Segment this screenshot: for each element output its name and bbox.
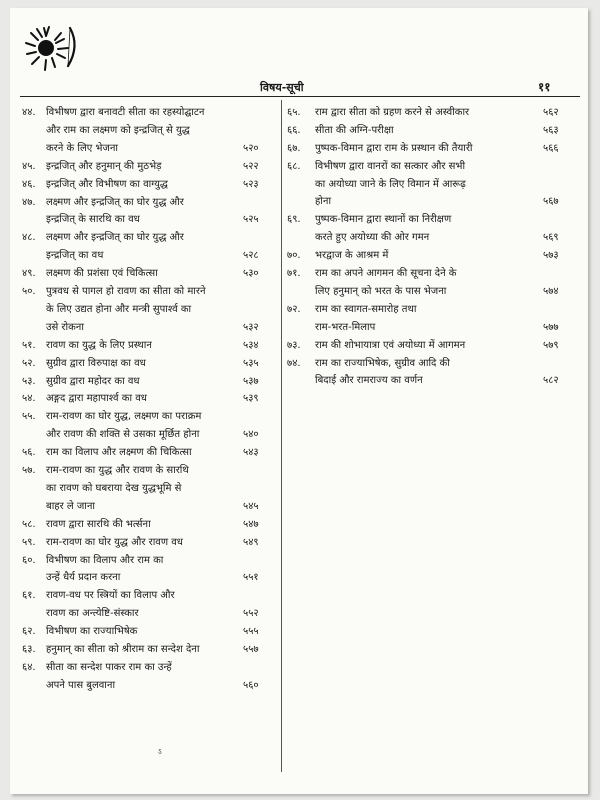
entry-number: ६४. [22, 661, 36, 673]
entry-title-line: राम का विलाप और लक्ष्मण की चिकित्सा [46, 447, 192, 459]
entry-page-number: ५७९ [543, 339, 559, 351]
entry-page-number: ५६६ [543, 142, 559, 154]
entry-number: ५८. [22, 518, 36, 530]
entry-number: ६३. [22, 644, 36, 655]
entry-title-line: का अयोध्या जाने के लिए विमान में आरूढ़ [315, 178, 466, 190]
entry-title-line: राम का स्वागत-समारोह तथा [315, 303, 417, 315]
entry-page-number: ५४९ [243, 536, 259, 548]
entry-number: ६६. [287, 124, 301, 136]
entry-number: ७४. [287, 357, 301, 369]
entry-number: ४९. [22, 268, 36, 280]
entry-number: ४४. [22, 107, 36, 118]
entry-title-line: इन्द्रजित् और विभीषण का वाग्युद्ध [46, 178, 168, 190]
entry-title-line: राम का अपने आगमन की सूचना देने के [315, 268, 457, 280]
entry-title-line: राम-रावण का घोर युद्ध, लक्ष्मण का पराक्रम [46, 411, 202, 423]
entry-number: ५३. [22, 375, 36, 387]
entry-title-line: के लिए उद्यत होना और मन्त्री सुपार्श्व का [46, 303, 192, 315]
entry-title-line: बिदाई और रामराज्य का वर्णन [315, 375, 423, 387]
entry-title-line: राम का राज्याभिषेक, सुग्रीव आदि की [315, 357, 450, 369]
entry-page-number: ५३७ [243, 375, 259, 387]
entry-page-number: ५५७ [243, 644, 259, 655]
entry-title-line: सीता की अग्नि-परीक्षा [315, 124, 394, 136]
entry-title-line: सीता का सन्देश पाकर राम का उन्हें [46, 661, 172, 673]
entry-page-number: ५४३ [243, 447, 259, 459]
entry-page-number: ५२० [243, 142, 259, 154]
entry-title-line: उसे रोकना [46, 321, 84, 333]
entry-number: ४५. [22, 160, 36, 172]
entry-title-line: भरद्वाज के आश्रम में [315, 250, 389, 262]
entry-page-number: ५४७ [243, 518, 259, 530]
entry-title-line: विभीषण द्वारा वानरों का सत्कार और सभी [315, 160, 466, 172]
entry-number: ६९. [287, 214, 301, 226]
entry-page-number: ५६३ [543, 124, 559, 136]
entry-number: ५०. [22, 286, 36, 297]
entry-title-line: अपने पास बुलवाना [46, 679, 116, 691]
entry-title-line: राम-भरत-मिलाप [315, 321, 376, 333]
sun-bow-logo-icon [24, 22, 82, 74]
entry-page-number: ५२३ [243, 178, 259, 190]
entry-page-number: ५३४ [243, 339, 259, 351]
entry-number: ७२. [287, 303, 301, 315]
entry-title-line: विभीषण द्वारा बनावटी सीता का रहस्योद्घाटन [46, 107, 205, 118]
entry-page-number: ५३२ [243, 321, 259, 333]
entry-page-number: ५५२ [243, 608, 259, 620]
entry-title-line: सुग्रीव द्वारा विरुपाक्ष का वध [46, 357, 146, 369]
entry-page-number: ५७३ [543, 250, 559, 262]
entry-number: ६२. [22, 626, 36, 638]
entry-page-number: ५२५ [243, 214, 259, 226]
entry-title-line: पुष्पक-विमान द्वारा स्थानों का निरीक्षण [315, 214, 452, 226]
entry-title-line: पुष्पक-विमान द्वारा राम के प्रस्थान की तैयारी [315, 142, 473, 154]
entry-page-number: ५५५ [243, 626, 259, 638]
entry-title-line: इन्द्रजित् के सारथि का वध [46, 214, 140, 226]
entry-page-number: ५४५ [243, 500, 259, 512]
entry-page-number: ५६७ [543, 196, 559, 208]
page-title: विषय-सूची [260, 81, 304, 94]
entry-number: ७३. [287, 339, 301, 351]
entry-title-line: हनुमान् का सीता को श्रीराम का सन्देश देना [46, 644, 200, 655]
entry-title-line: बाहर ले जाना [46, 500, 95, 512]
entry-page-number: ५३९ [243, 393, 259, 405]
entry-number: ५२. [22, 357, 36, 369]
entry-number: ६०. [22, 554, 36, 566]
header-rule [20, 96, 580, 97]
entry-title-line: राम-रावण का घोर युद्ध और रावण वध [46, 536, 183, 548]
entry-title-line: और रावण की शक्ति से उसका मूर्छित होना [46, 429, 200, 441]
entry-title-line: का रावण को घबराया देख युद्धभूमि से [46, 482, 182, 494]
entry-title-line: होना [315, 196, 332, 208]
entry-number: ५४. [22, 393, 36, 405]
entry-number: ५९. [22, 536, 36, 548]
entry-title-line: विभीषण का राज्याभिषेक [46, 626, 138, 638]
entry-number: ७१. [287, 268, 301, 280]
entry-page-number: ५२८ [243, 250, 259, 262]
entry-title-line: लक्ष्मण और इन्द्रजित् का घोर युद्ध और [46, 232, 184, 244]
entry-number: ६८. [287, 160, 301, 172]
entry-page-number: ५३५ [243, 357, 259, 369]
entry-number: ४८. [22, 232, 36, 244]
entry-number: ७०. [287, 250, 301, 262]
entry-title-line: उन्हें धैर्य प्रदान करना [46, 572, 121, 584]
entry-page-number: ५८२ [543, 375, 559, 387]
entry-title-line: रावण का युद्ध के लिए प्रस्थान [46, 339, 152, 351]
entry-page-number: ५५१ [243, 572, 259, 584]
entry-title-line: रावण-वध पर स्त्रियों का विलाप और [46, 590, 175, 602]
entry-number: ५७. [22, 465, 36, 476]
entry-page-number: ५७४ [543, 285, 559, 297]
entry-number: ५१. [22, 339, 36, 351]
document-page [10, 8, 588, 794]
entry-page-number: ५३० [243, 268, 259, 280]
entry-title-line: रावण का अन्त्येष्टि-संस्कार [46, 608, 139, 620]
entry-title-line: इन्द्रजित् का वध [46, 250, 104, 262]
entry-title-line: और राम का लक्ष्मण को इन्द्रजित् से युद्ध [46, 124, 190, 136]
entry-page-number: ५४० [243, 429, 259, 441]
entry-title-line: राम की शोभायात्रा एवं अयोध्या में आगमन [315, 339, 466, 351]
entry-number: ६५. [287, 107, 301, 118]
entry-title-line: सुग्रीव द्वारा महोदर का वध [46, 375, 140, 387]
entry-number: ६७. [287, 142, 301, 154]
entry-number: ४७. [22, 196, 36, 208]
entry-page-number: ५२२ [243, 160, 259, 172]
entry-number: ५६. [22, 447, 36, 459]
entry-title-line: करते हुए अयोध्या की ओर गमन [315, 232, 430, 244]
entry-page-number: ५७७ [543, 321, 559, 333]
column-divider [281, 100, 282, 772]
entry-number: ५५. [22, 411, 36, 423]
page-number: ११ [538, 80, 551, 94]
entry-title-line: इन्द्रजित् और हनुमान् की मुठभेड़ [46, 160, 162, 172]
entry-number: ४६. [22, 178, 36, 190]
entry-title-line: पुत्रवध से पागल हो रावण का सीता को मारने [46, 286, 206, 297]
entry-title-line: करने के लिए भेजना [46, 142, 119, 154]
entry-page-number: ५६० [243, 679, 259, 691]
entry-title-line: रावण द्वारा सारथि की भर्त्सना [46, 518, 151, 530]
entry-number: ६१. [22, 590, 36, 602]
entry-page-number: ५६९ [543, 232, 559, 244]
entry-title-line: अङ्गद द्वारा महापार्श्व का वध [46, 393, 147, 405]
entry-title-line: राम-रावण का युद्ध और रावण के सारथि [46, 465, 189, 476]
entry-title-line: लक्ष्मण और इन्द्रजित् का घोर युद्ध और [46, 196, 184, 208]
entry-title-line: लक्ष्मण की प्रशंसा एवं चिकित्सा [46, 268, 158, 280]
stray-mark: ऽ [158, 747, 162, 756]
entry-title-line: विभीषण का विलाप और राम का [46, 554, 164, 566]
entry-title-line: लिए हनुमान् को भरत के पास भेजना [315, 285, 447, 297]
entry-title-line: राम द्वारा सीता को ग्रहण करने से अस्वीकार [315, 107, 470, 118]
entry-page-number: ५६२ [543, 107, 559, 118]
